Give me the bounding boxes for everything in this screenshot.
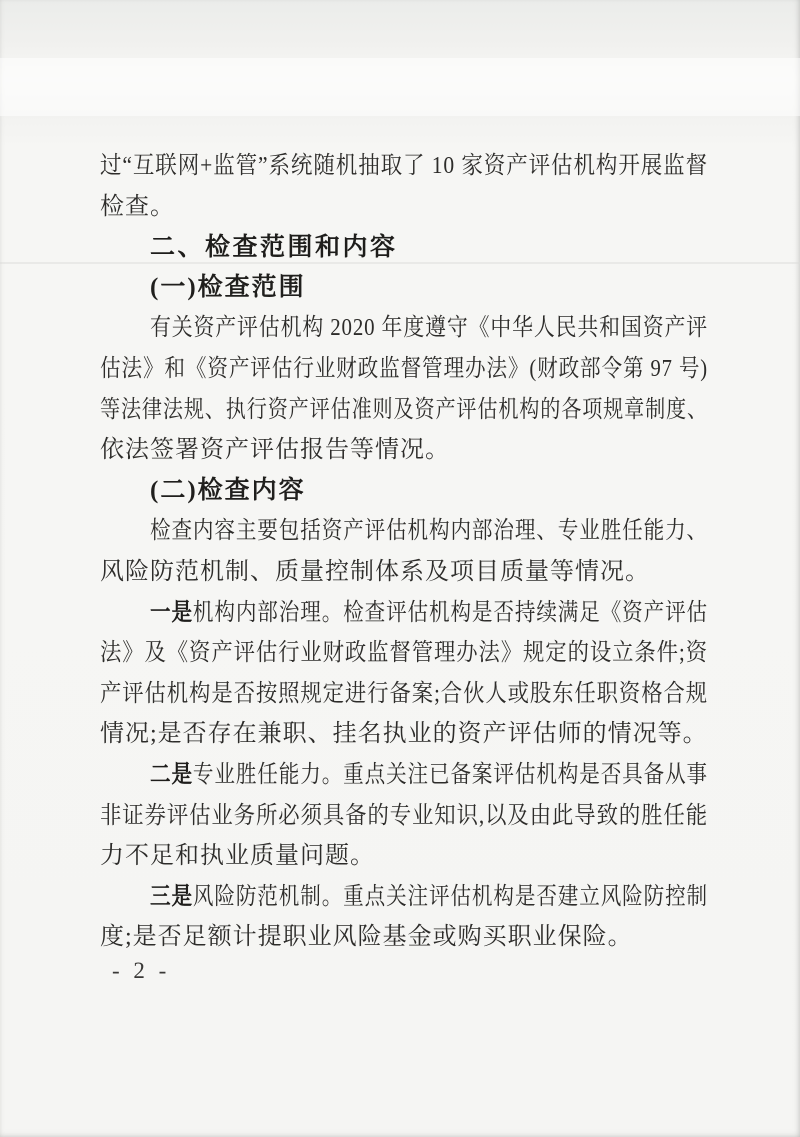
text-line: 三是风险防范机制。重点关注评估机构是否建立风险防控制 [150,882,709,910]
text-line: (二)检查内容 [150,476,306,504]
text-line: 等法律法规、执行资产评估准则及资产评估机构的各项规章制度、 [100,396,708,423]
text-line: 二是专业胜任能力。重点关注已备案评估机构是否具备从事 [150,760,709,788]
text-line: 法》及《资产评估行业财政监督管理办法》规定的设立条件;资 [100,640,708,667]
scan-artifact-band [0,58,800,116]
paragraph-lead: 二是 [150,760,193,788]
text-line: 过“互联网+监管”系统随机抽取了 10 家资产评估机构开展监督 [100,153,709,179]
text-line: 检查内容主要包括资产评估机构内部治理、专业胜任能力、 [150,518,709,545]
text-line: 风险防范机制、质量控制体系及项目质量等情况。 [100,558,650,585]
text-line: 非证券评估业务所必须具备的专业知识,以及由此导致的胜任能 [100,802,709,829]
text-line: 情况;是否存在兼职、挂名执业的资产评估师的情况等。 [100,721,708,748]
text-line: 二、检查范围和内容 [150,233,398,262]
document-body [100,146,708,958]
paragraph-lead: 一是 [150,598,193,626]
text-line: 有关资产评估机构 2020 年度遵守《中华人民共和国资产评 [150,315,708,342]
paragraph-lead: 三是 [150,882,193,910]
text-line: 力不足和执业质量问题。 [100,843,375,870]
text-line: 一是机构内部治理。检查评估机构是否持续满足《资产评估 [150,598,709,626]
text-line: 估法》和《资产评估行业财政监督管理办法》(财政部令第 97 号) [100,355,709,382]
page-number: - 2 - [112,958,171,983]
text-line: 产评估机构是否按照规定进行备案;合伙人或股东任职资格合规 [100,680,708,707]
text-line: (一)检查范围 [150,273,306,301]
text-line: 依法签署资产评估报告等情况。 [100,437,450,464]
text-line: 检查。 [100,193,175,220]
text-line: 度;是否足额计提职业风险基金或购买职业保险。 [100,924,633,951]
